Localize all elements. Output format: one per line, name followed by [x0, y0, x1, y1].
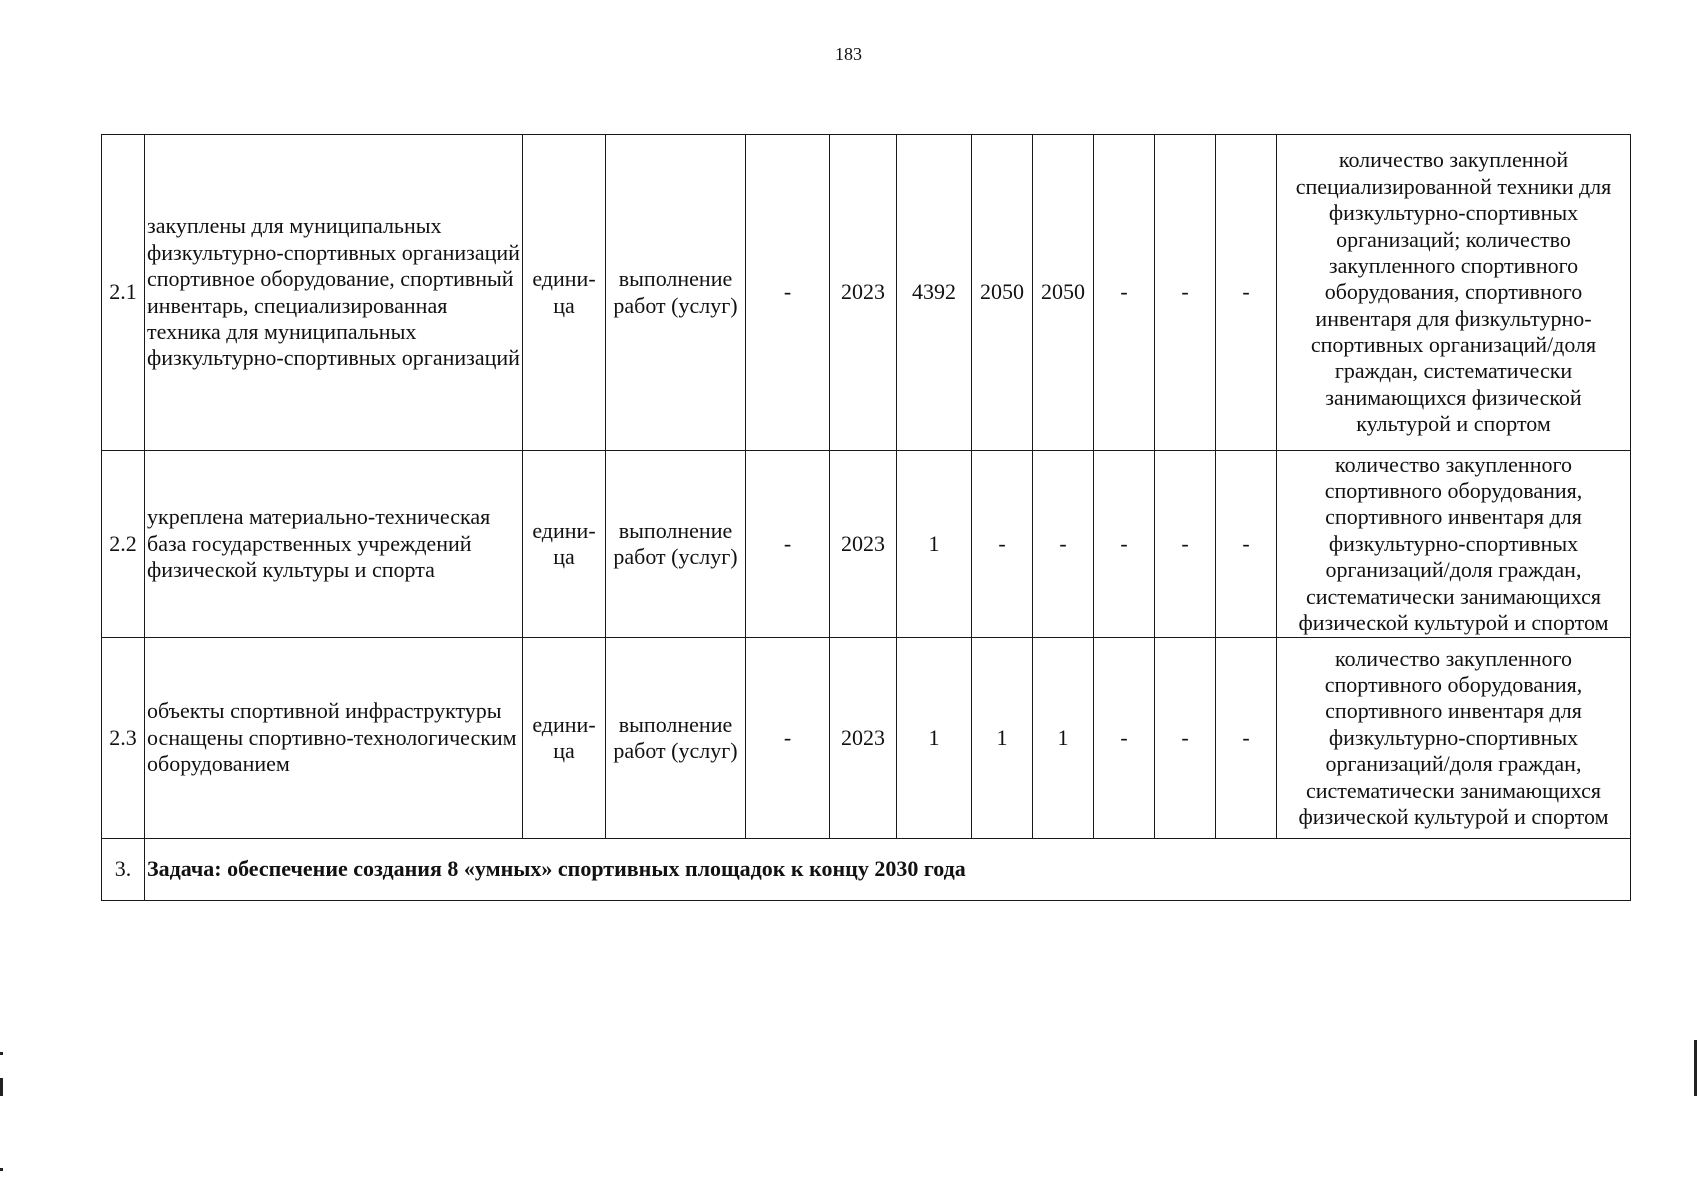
type-cell: выполнение работ (услуг): [606, 135, 746, 451]
type-cell: выполнение работ (услуг): [606, 451, 746, 638]
year-cell: 2023: [830, 135, 897, 451]
result-cell: количество закупленного спортивного оборудования, спортивного инвентаря для физкультурно-спортивных организаций/доля граждан, систематически занимающихся физической культурой и спортом: [1277, 638, 1631, 839]
value-cell: -: [1216, 135, 1277, 451]
unit-cell: едини-ца: [523, 451, 606, 638]
activities-table: [101, 134, 1631, 901]
value-cell: -: [1094, 638, 1155, 839]
value-cell: -: [1094, 451, 1155, 638]
base-value-cell: -: [746, 451, 830, 638]
row-number: 2.2: [102, 451, 145, 638]
row-number: 2.3: [102, 638, 145, 839]
value-cell: -: [1094, 135, 1155, 451]
value-cell: -: [1216, 638, 1277, 839]
table-row: [102, 638, 1631, 839]
row-description: укреплена материально-техническая база государственных учреждений физической культуры и спорта: [145, 451, 523, 638]
value-cell: 2050: [1033, 135, 1094, 451]
base-value-cell: -: [746, 638, 830, 839]
type-cell: выполнение работ (услуг): [606, 638, 746, 839]
task-row: [102, 839, 1631, 901]
left-margin-mark: [0, 1052, 3, 1055]
result-cell: количество закупленной специализированной техники для физкультурно-спортивных организаций; количество закупленного спортивного оборудования, спортивного инвентаря для физкультурно-спортивных организаций/доля граждан, систематически занимающихся физической культурой и спортом: [1277, 135, 1631, 451]
value-cell: 1: [897, 638, 972, 839]
value-cell: -: [972, 451, 1033, 638]
value-cell: 2050: [972, 135, 1033, 451]
year-cell: 2023: [830, 451, 897, 638]
value-cell: -: [1155, 638, 1216, 839]
base-value-cell: -: [746, 135, 830, 451]
left-margin-mark: [0, 1168, 3, 1171]
unit-cell: едини-ца: [523, 135, 606, 451]
value-cell: 4392: [897, 135, 972, 451]
value-cell: -: [1033, 451, 1094, 638]
value-cell: -: [1155, 451, 1216, 638]
task-number: 3.: [102, 839, 145, 901]
row-description: закуплены для муниципальных физкультурно-спортивных организаций спортивное оборудование, спортивный инвентарь, специализированная техника для муниципальных физкультурно-спортивных организаций: [145, 135, 523, 451]
unit-cell: едини-ца: [523, 638, 606, 839]
result-cell: количество закупленного спортивного оборудования, спортивного инвентаря для физкультурно-спортивных организаций/доля граждан, систематически занимающихся физической культурой и спортом: [1277, 451, 1631, 638]
row-description: объекты спортивной инфраструктуры оснащены спортивно-технологическим оборудованием: [145, 638, 523, 839]
value-cell: 1: [972, 638, 1033, 839]
year-cell: 2023: [830, 638, 897, 839]
page-number: 183: [835, 44, 862, 64]
value-cell: 1: [897, 451, 972, 638]
table-row: [102, 135, 1631, 451]
row-number: 2.1: [102, 135, 145, 451]
left-margin-mark: [0, 1078, 3, 1096]
table-row: [102, 451, 1631, 638]
value-cell: -: [1155, 135, 1216, 451]
value-cell: -: [1216, 451, 1277, 638]
task-text: Задача: обеспечение создания 8 «умных» спортивных площадок к концу 2030 года: [145, 839, 1631, 901]
value-cell: 1: [1033, 638, 1094, 839]
